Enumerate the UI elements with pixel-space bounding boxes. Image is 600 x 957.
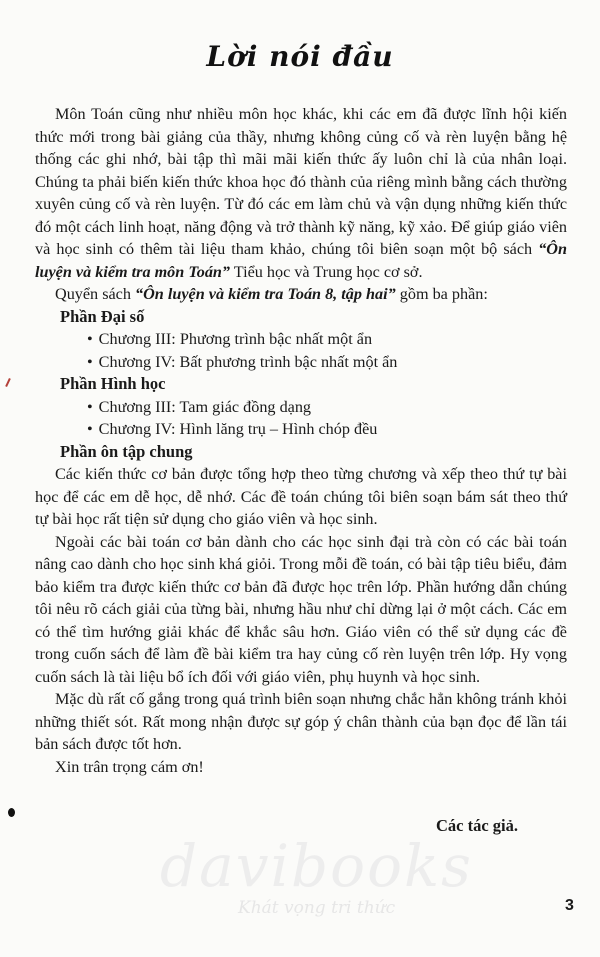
margin-tick-mark <box>5 378 11 387</box>
section-heading-review: Phần ôn tập chung <box>60 441 193 461</box>
section-heading-geometry: Phần Hình học <box>60 374 166 393</box>
watermark-brand: davibooks <box>160 832 473 900</box>
paragraph-structure: Các kiến thức cơ bản được tổng hợp theo từng chương và xếp theo thứ tự bài học để các em dễ học, dễ nhớ. Các đề toán chúng tôi biên soạn bám sát theo thứ tự bài học rất tiện sử dụng cho giáo viên và học sinh. <box>35 465 567 528</box>
paragraph-intro <box>35 103 567 283</box>
algebra-chapter-list <box>35 328 567 373</box>
book-title: “Ôn luyện và kiểm tra Toán 8, tập hai” <box>135 285 396 303</box>
book-text: Quyển sách <box>55 285 136 303</box>
signature: Các tác giả. <box>436 816 519 835</box>
paragraph-feedback: Mặc dù rất cố gắng trong quá trình biên soạn nhưng chắc hẳn không tránh khỏi những thiết sót. Rất mong nhận được sự góp ý chân thành của bạn đọc để lần tái bản sách được tốt hơn. <box>35 690 567 753</box>
preface-body <box>35 103 567 778</box>
list-item <box>87 351 567 374</box>
list-item <box>87 328 567 351</box>
paragraph-exercises: Ngoài các bài toán cơ bản dành cho các học sinh đại trà còn có các bài toán nâng cao dành cho học sinh khá giỏi. Trong mỗi đề toán, có bài tập tiêu biểu, đảm bảo kiểm tra được kiến thức cơ bản đã được học trên lớp. Phần hướng dẫn chúng tôi nêu rõ cách giải của từng bài, nhưng hầu như chỉ dừng lại ở một cách. Các em có thể tìm hướng giải khác để khắc sâu hơn. Giáo viên có thể sử dụng các đề trong cuốn sách để làm đề bài kiểm tra hay củng cố rèn luyện trên lớp. Hy vọng cuốn sách là tài liệu bổ ích đối với giáo viên, phụ huynh và học sinh. <box>35 532 567 686</box>
list-item <box>87 396 567 419</box>
section-heading-algebra: Phần Đại số <box>60 306 145 326</box>
chapter-label: Chương IV: Bất phương trình bậc nhất một ẩn <box>98 352 398 371</box>
chapter-label: Chương IV: Hình lăng trụ – Hình chóp đều <box>98 420 378 438</box>
paragraph-thanks: Xin trân trọng cám ơn! <box>55 757 204 776</box>
chapter-label: Chương III: Tam giác đồng dạng <box>98 397 312 416</box>
ink-dot-mark <box>8 808 15 817</box>
bullet-icon: • <box>87 397 93 416</box>
series-title: “Ôn luyện và kiểm tra môn Toán” <box>35 240 567 281</box>
book-text-end: gồm ba phần: <box>395 285 488 303</box>
chapter-label: Chương III: Phương trình bậc nhất một ẩn <box>98 330 373 348</box>
paragraph-book <box>35 283 567 306</box>
bullet-icon: • <box>87 420 93 438</box>
page-title: Lời nói đầu <box>206 40 394 73</box>
bullet-icon: • <box>87 352 93 371</box>
page-number: 3 <box>565 897 574 914</box>
watermark-tagline: Khát vọng tri thức <box>238 898 396 918</box>
geometry-chapter-list <box>35 396 567 441</box>
intro-text-end: Tiểu học và Trung học cơ sở. <box>230 262 423 281</box>
intro-text: Môn Toán cũng như nhiều môn học khác, khi các em đã được lĩnh hội kiến thức mới trong bài giảng của thầy, nhưng không củng cố và rèn luyện bằng hệ thống các ghi nhớ, bài tập thì mãi mãi kiến thức ấy luôn chỉ là của nhân loại. Chúng ta phải biến kiến thức khoa học đó thành của riêng mình bằng cách thường xuyên củng cố và rèn luyện. Từ đó các em làm chủ và vận dụng những kiến thức đó một cách linh hoạt, năng động và trở thành kỹ năng, kỹ xảo. Để giúp giáo viên và học sinh có thêm tài liệu tham khảo, chúng tôi biên soạn một bộ sách <box>35 105 567 258</box>
list-item <box>87 418 567 441</box>
bullet-icon: • <box>87 330 93 348</box>
